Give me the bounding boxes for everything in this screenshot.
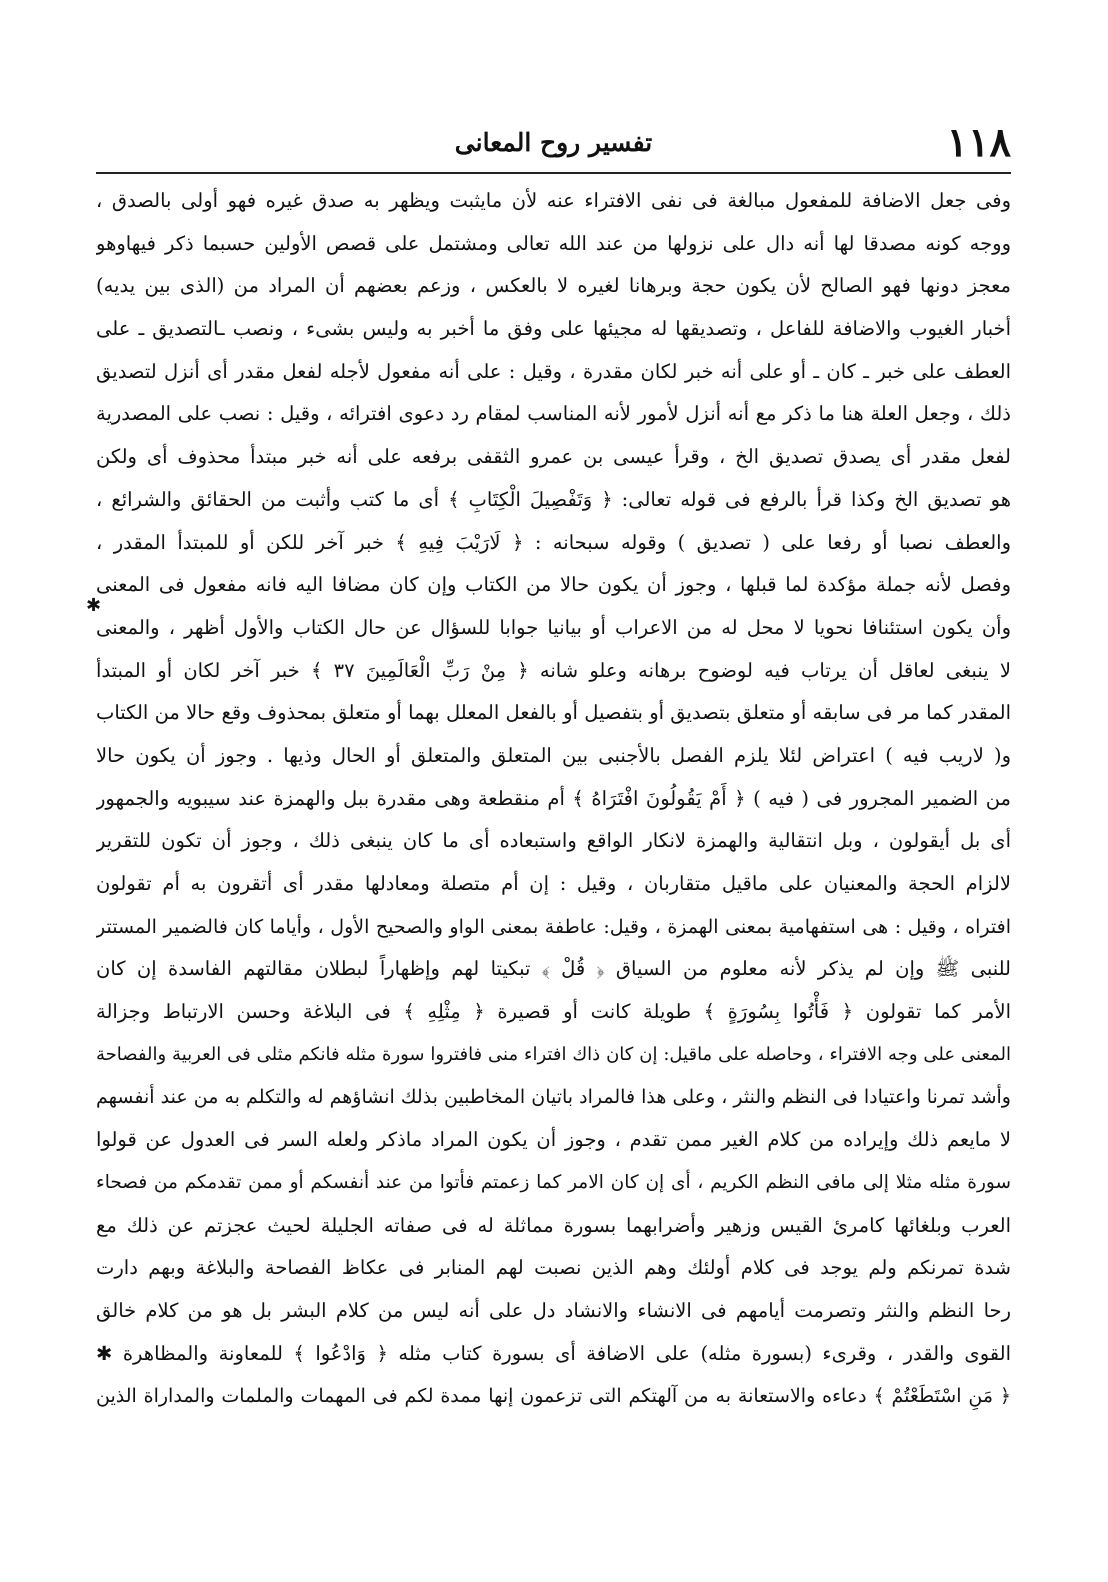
text-line: وفى جعل الاضافة للمفعول مبالغة فى نفى الافتراء عنه لأن مايثبت ويظهر به صدق غيره فهو أولى بالصدق ، [96,189,1011,212]
text-line: وفصل لأنه جملة مؤكدة لما قبلها ، وجوز أن يكون حالا من الكتاب وإن كان مضافا اليه فانه مفعول فى المعنى [96,573,1011,597]
text-line: رحا النظم والنثر وتصرمت أيامهم فى الانشاء والانشاد دل على أنه ليس من كلام البشر بل هو من كلام خالق [96,1298,1011,1322]
text-line: لالزام الحجة والمعنيان على ماقيل متقاربان ، وقيل : إن أم متصلة ومعادلها مقدر أى أتقرون به أم تقولون [96,872,1011,895]
text-line: القوى والقدر ، وقرىء (بسورة مثله) على الاضافة أى بسورة كتاب مثله ﴿ وَادْعُوا ﴾ للمعاونة والمظاهرة ✱ [96,1341,1011,1365]
text-line: معجز دونها فهو الصالح لأن يكون حجة وبرهانا لغيره لا بالعكس ، وزعم بعضهم أن المراد من (الذى بين يديه) [96,274,1011,298]
text-line: للنبى ﷺ وإن لم يذكر لأنه معلوم من السياق ﴿ قُلْ ﴾ تبكيتا لهم وإظهاراً لبطلان مقالتهم الفاسدة إن كان [96,957,1011,981]
text-line: افتراه ، وقيل : هى استفهامية بمعنى الهمزة ، وقيل: عاطفة بمعنى الواو والصحيح الأول ، وأياما كان فالضمير المستتر [96,915,1011,938]
commentary-body [96,180,1011,1418]
text-line: و( لاريب فيه ) اعتراض لئلا يلزم الفصل بالأجنبى بين المتعلق والمتعلق أو الحال وذيها . وجوز أن يكون حالا [96,743,1011,767]
running-title: تفسير روح المعانى [454,128,653,157]
text-line: من الضمير المجرور فى ( فيه ) ﴿ أَمْ يَقُولُونَ افْتَرَاهُ ﴾ أم منقطعة وهى مقدرة ببل والهمزة عند سيبويه والجمهور [96,786,1011,810]
text-line: الأمر كما تقولون ﴿ فَأْتُوا بِسُورَةٍ ﴾ طويلة كانت أو قصيرة ﴿ مِثْلِهِ ﴾ فى البلاغة وحسن الارتباط وجزالة [96,1000,1011,1024]
text-line: أى بل أيقولون ، وبل انتقالية والهمزة لانكار الواقع واستبعاده أى ما كان ينبغى ذلك ، وجوز أن تكون للتقرير [96,829,1011,853]
text-line: لا ينبغى لعاقل أن يرتاب فيه لوضوح برهانه وعلو شانه ﴿ مِنْ رَبِّ الْعَالَمِينَ ٣٧ ﴾ خبر آخر لكان أو المبتدأ [96,658,1011,682]
text-line: والعطف نصبا أو رفعا على ( تصديق ) وقوله سبحانه : ﴿ لَارَيْبَ فِيهِ ﴾ خبر آخر للكن أو للمبتدأ المقدر ، [96,530,1011,554]
text-line: هو تصديق الخ وكذا قرأ بالرفع فى قوله تعالى: ﴿ وَتَفْصِيلَ الْكِتَابِ ﴾ أى ما كتب وأثبت من الحقائق والشرائع ، [96,487,1011,511]
text-line: وأشد تمرنا واعتيادا فى النظم والنثر ، وعلى هذا فالمراد باتيان المخاطبين بذلك انشاؤهم له والتكلم به من عند أنفسهم [96,1086,1011,1109]
text-line: ﴿ مَنِ اسْتَطَعْتُمْ ﴾ دعاءه والاستعانة به من آلهتكم التى تزعمون إنها ممدة لكم فى المهمات والملمات والمداراة الذين [96,1385,1011,1408]
text-line: ذلك ، وجعل العلة هنا ما ذكر مع أنه أنزل لأمور لأنه المناسب لمقام رد دعوى افترائه ، وقيل : نصب على المصدرية [96,402,1011,426]
text-line: المعنى على وجه الافتراء ، وحاصله على ماقيل: إن كان ذاك افتراء منى فافتروا سورة مثله فانكم مثلى فى العربية والفصاحة [96,1043,1011,1065]
text-line: لا مايعم ذلك وإيراده من كلام الغير ممن تقدم ، وجوز أن يكون المراد ماذكر ولعله السر فى العدول عن قولوا [96,1128,1011,1152]
text-line: ووجه كونه مصدقا لها أنه دال على نزولها من عند الله تعالى ومشتمل على قصص الأولين حسبما ذكر فيهاوهو [96,231,1011,255]
text-line: وأن يكون استئنافا نحويا لا محل له من الاعراب أو بيانيا جوابا للسؤال عن حال الكتاب والأول أظهر ، والمعنى [96,615,1011,639]
text-line: أخبار الغيوب والاضافة للفاعل ، وتصديقها له مجيئها على وفق ما أخبر به وليس بشىء ، ونصب ـالتصديق ـ على [96,317,1011,341]
page-number: ١١٨ [946,119,1011,166]
margin-asterisk-mark: ✱ [86,595,102,616]
text-line: العرب وبلغائها كامرئ القيس وزهير وأضرابهما بسورة مماثلة له فى صفاته الجليلة لحيث عجزتم عن ذلك مع [96,1213,1011,1237]
page-header [96,118,1011,172]
text-line: العطف على خبر ـ كان ـ أو على أنه خبر لكان مقدرة ، وقيل : على أنه مفعول لأجله لفعل مقدر أى أنزل لتصديق [96,359,1011,383]
text-line: المقدر كما مر فى سابقه أو متعلق بتصديق أو بتفصيل أو بالفعل المعلل بهما أو متعلق بمحذوف وقع حالا من الكتاب [96,701,1011,725]
header-rule [96,172,1011,174]
text-line: سورة مثله مثلا إلى مافى النظم الكريم ، أى إن كان الامر كما زعمتم فأتوا من عند أنفسكم أو ممن تقدمكم من فصحاء [96,1171,1011,1193]
text-line: شدة تمرنكم ولم يوجد فى كلام أولئك وهم الذين نصبت لهم المنابر فى عكاظ الفصاحة والبلاغة وبهم دارت [96,1256,1011,1280]
text-line: لفعل مقدر أى يصدق تصديق الخ ، وقرأ عيسى بن عمرو الثقفى برفعه على أنه خبر مبتدأ محذوف أى ولكن [96,445,1011,469]
